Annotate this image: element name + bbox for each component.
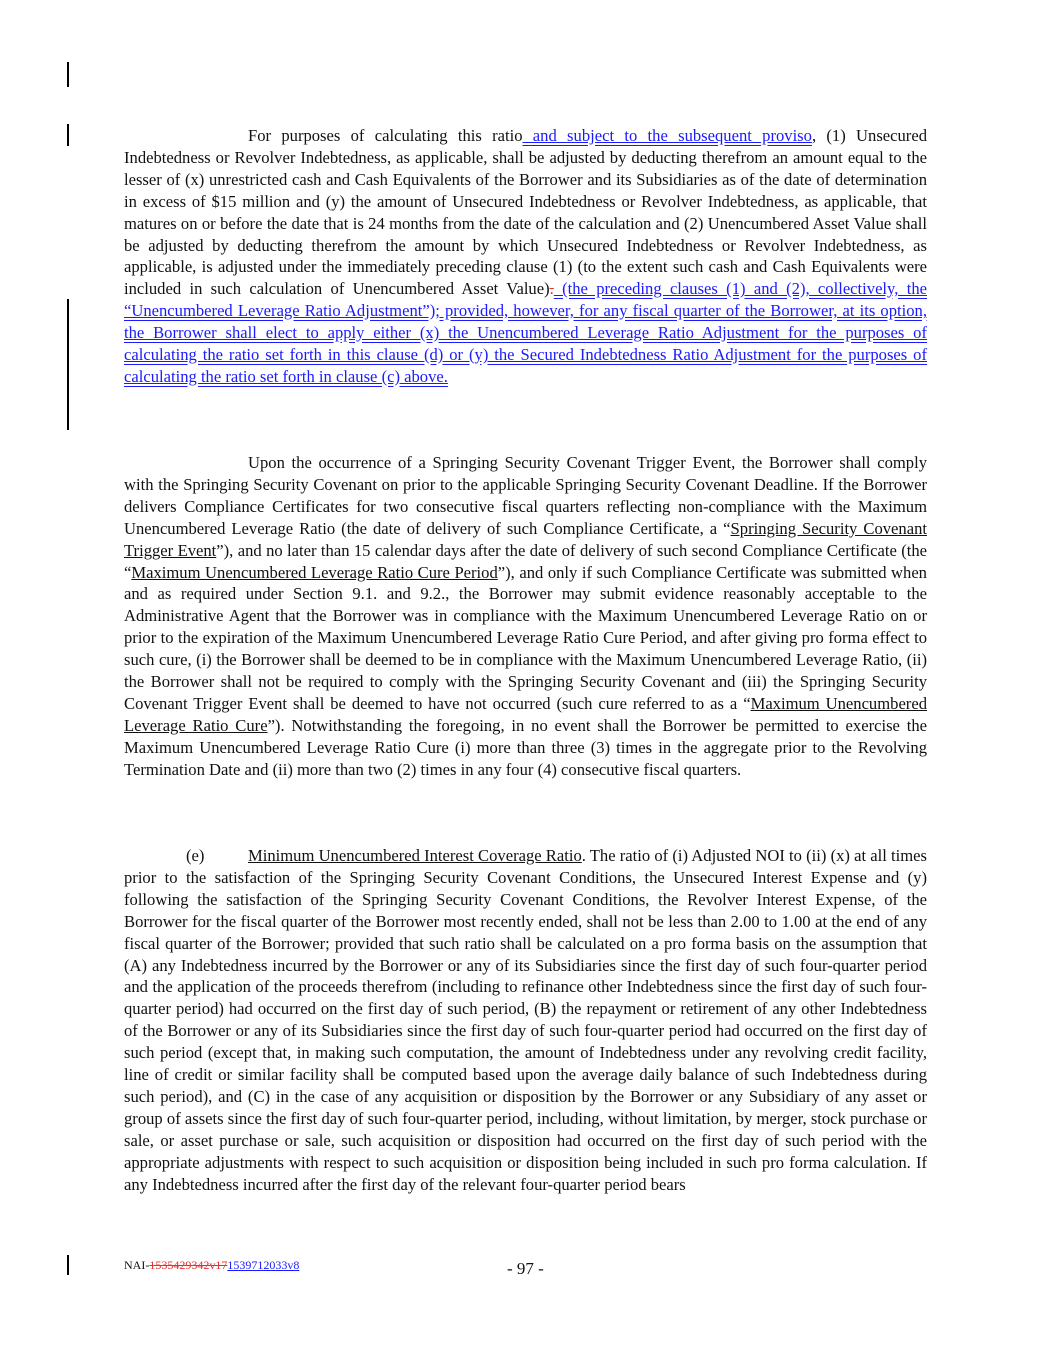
document-id — [124, 1258, 299, 1273]
paragraph-text: Upon the occurrence of a Springing Security Covenant Trigger Event, the Borrower shall comply with the Springing Security Covenant on prior to the applicable Springing Security Covenant Deadline. If the Borrower delivers Compliance Certificates for two consecutive fiscal quarters reflecting non-compliance with the Maximum Unencumbered Leverage Ratio (the date of delivery of such Compliance Certificate, a “ — [124, 453, 927, 538]
paragraph-text: . The ratio of (i) Adjusted NOI to (ii) (x) at all times prior to the satisfaction of the Springing Security Covenant Conditions, the Unsecured Interest Expense and (y) following the satisfaction of the Springing Security Covenant Conditions, the Revolver Interest Expense, of the Borrower for the fiscal quarter of the Borrower most recently ended, shall not be less than 2.00 to 1.00 at the end of any fiscal quarter of the Borrower; provided that such ratio shall be calculated on a pro forma basis on the assumption that (A) any Indebtedness incurred by the Borrower or any of its Subsidiaries since the first day of such four-quarter period and the application of the proceeds therefrom (including to refinance other Indebtedness since the first day of such four-quarter period) had occurred on the first day of such period, (B) the repayment or retirement of any other Indebtedness of the Borrower or any of its Subsidiaries since the first day of such four-quarter period had occurred on the first day of such period (except that, in making such computation, the amount of Indebtedness under any revolving credit facility, line of credit or similar facility shall be computed based upon the average daily balance of such Indebtedness during such period), and (C) in the case of any acquisition or disposition by the Borrower or any Subsidiary of any asset or group of assets since the first day of such four-quarter period, including, without limitation, by merger, stock purchase or sale, or asset purchase or sale, such acquisition or disposition had occurred on the first day of such period with the appropriate adjustments with respect to such acquisition or disposition being included in such pro forma calculation. If any Indebtedness incurred after the first day of the relevant four-quarter period bears — [124, 846, 927, 1194]
defined-term: Maximum Unencumbered Leverage Ratio Cure Period — [131, 562, 498, 582]
inserted-document-id: 1539712033v8 — [227, 1258, 300, 1272]
deleted-document-id: 1535429342v17 — [149, 1258, 228, 1272]
paragraph-text: ”). Notwithstanding the foregoing, in no event shall the Borrower be permitted to exercise the Maximum Unencumbered Leverage Ratio Cure (i) more than three (3) times in the aggregate prior to the Revolving Termination Date and (ii) more than two (2) times in any four (4) consecutive fiscal quarters. — [124, 715, 927, 779]
change-bar — [67, 62, 69, 87]
paragraph-springing-security — [124, 452, 927, 781]
change-bar — [67, 299, 69, 430]
inserted-text: and subject to the subsequent proviso — [522, 126, 812, 145]
page-number: - 97 - — [507, 1259, 544, 1278]
change-bar — [67, 124, 69, 146]
defined-term: Springing Security Covenant Trigger Event — [124, 518, 927, 560]
paragraph-text: For purposes of calculating this ratio — [248, 126, 523, 145]
defined-term: Maximum Unencumbered Leverage Ratio Cure — [124, 693, 927, 735]
document-id-prefix: NAI- — [124, 1258, 150, 1272]
deleted-text: . — [549, 279, 554, 299]
inserted-text: (the preceding clauses (1) and (2), collectively, the “Unencumbered Leverage Ratio Adjustment”); provided, however, for any fiscal quarter of the Borrower, at its option, the Borrower shall elect to apply either (x) the Unencumbered Leverage Ratio Adjustment for the purposes of calculating the ratio set forth in this clause (d) or (y) the Secured Indebtedness Ratio Adjustment for the purposes of calculating the ratio set forth in clause (c) above. — [124, 279, 927, 386]
paragraph-text: ”), and only if such Compliance Certificate was submitted when and as required under Section 9.1. and 9.2., the Borrower may submit evidence reasonably acceptable to the Administrative Agent that the Borrower was in compliance with the Maximum Unencumbered Leverage Ratio on or prior to the expiration of the Maximum Unencumbered Leverage Ratio Cure Period, and after giving pro forma effect to such cure, (i) the Borrower shall be deemed to be in compliance with the Maximum Unencumbered Leverage Ratio, (ii) the Borrower shall not be required to comply with the Springing Security Covenant and (iii) the Springing Security Covenant Trigger Event shall be deemed to have not occurred (such cure referred to as a “ — [124, 562, 927, 713]
paragraph-ratio-calculation — [124, 125, 927, 388]
paragraph-text: , (1) Unsecured Indebtedness or Revolver Indebtedness, as applicable, shall be adjusted by deducting therefrom an amount equal to the lesser of (x) unrestricted cash and Cash Equivalents of the Borrower and its Subsidiaries as of the date of determination in excess of $15 million and (y) the amount of Unsecured Indebtedness or Revolver Indebtedness, as applicable, that matures on or before the date that is 24 months from the date of the calculation and (2) Unencumbered Asset Value shall be adjusted by deducting therefrom the amount by which Unsecured Indebtedness or Revolver Indebtedness, as applicable, is adjusted under the immediately preceding clause (1) (to the extent such cash and Cash Equivalents were included in such calculation of Unencumbered Asset Value) — [124, 126, 927, 299]
paragraph-text: ”), and no later than 15 calendar days after the date of delivery of such second Compliance Certificate (the “ — [124, 540, 927, 582]
section-heading: Minimum Unencumbered Interest Coverage Ratio — [248, 846, 582, 865]
section-label: (e) — [186, 846, 205, 865]
change-bar — [67, 1255, 69, 1275]
section-e-interest-coverage — [124, 845, 927, 1196]
